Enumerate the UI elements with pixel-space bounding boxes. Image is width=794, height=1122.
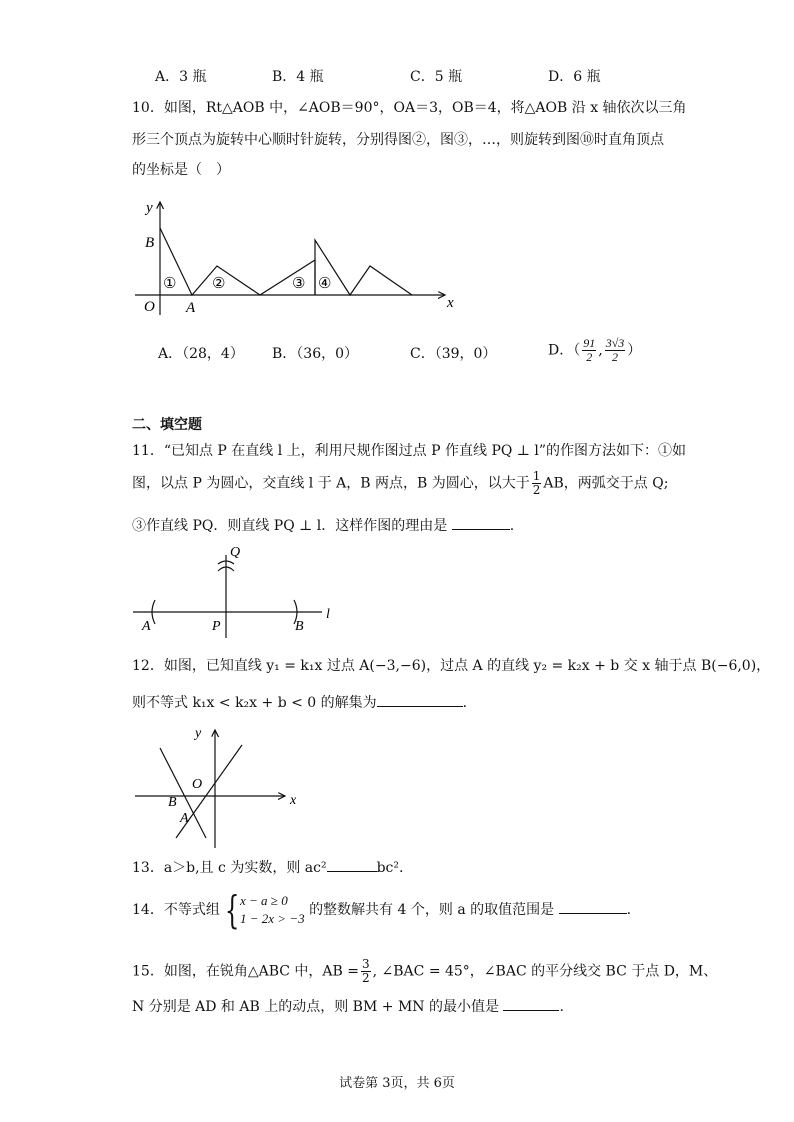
q13-answer-blank[interactable]: [327, 857, 377, 872]
q10-line-3: 的坐标是（ ）: [132, 162, 230, 178]
page-footer: 试卷第 3页，共 6页: [339, 1076, 455, 1091]
q15-answer-blank[interactable]: [503, 996, 559, 1011]
q11-line-1: 11．“已知点 P 在直线 l 上，利用尺规作图过点 P 作直线 PQ ⊥ l”的作图方法如下：①如: [132, 443, 687, 459]
q12-line-2: 则不等式 k₁x < k₂x + b < 0 的解集为 .: [132, 692, 467, 713]
q10-option-d: D．（ $\frac{91}{2}$ , $\frac{3√3}{2}$ ）: [548, 336, 642, 364]
point-a-label: A: [180, 811, 189, 826]
q10-option-a: A．（28，4）: [158, 346, 244, 362]
origin-label: O: [192, 777, 203, 792]
q12-answer-blank[interactable]: [377, 692, 463, 707]
q14-line: 14．不等式组 { x − a ≥ 0 1 − 2x > −3 的整数解共有 4 个，则 a 的取值范围是 .: [132, 888, 632, 932]
point-a-label: A: [186, 300, 196, 316]
q9-option-c: C．5 瓶: [410, 69, 463, 85]
q9-option-a: A．3 瓶: [155, 69, 207, 85]
section-title: 二、填空题: [132, 417, 202, 433]
y-label: y: [195, 726, 202, 741]
q10-line-1: 10．如图，Rt△AOB 中，∠AOB＝90°，OA＝3，OB＝4，将△AOB 沿 x 轴依次以三角: [132, 100, 687, 116]
q15-line-2: N 分别是 AD 和 AB 上的动点，则 BM + MN 的最小值是 .: [132, 996, 564, 1017]
q15-line-1: 15．如图，在锐角△ABC 中，AB = $\frac{3}{2}$ , ∠BAC = 45°，∠BAC 的平分线交 BC 于点 D，M、: [132, 957, 718, 985]
point-a-label: A: [142, 619, 151, 634]
q10-line-2: 形三个顶点为旋转中心顺时针旋转，分别得图②，图③，…，则旋转到图⑩时直角顶点: [132, 132, 664, 148]
point-q-label: Q: [230, 545, 241, 560]
point-b-label: B: [295, 619, 304, 634]
q10-rotation-figure: [130, 190, 470, 320]
inequality-system: x − a ≥ 0 1 − 2x > −3: [240, 893, 305, 926]
q13-line: 13．a＞b,且 c 为实数，则 ac² bc².: [132, 857, 403, 878]
q11-construction-figure: [130, 540, 340, 640]
point-b-label: B: [168, 795, 177, 810]
q11-answer-blank[interactable]: [452, 515, 510, 530]
q10-option-b: B．（36，0）: [272, 346, 359, 362]
q9-option-b: B．4 瓶: [272, 69, 324, 85]
point-b-label: B: [145, 235, 155, 251]
q12-line-1: 12．如图，已知直线 y₁ = k₁x 过点 A(−3,−6)，过点 A 的直线 y₂ = k₂x + b 交 x 轴于点 B(−6,0)，: [132, 658, 771, 674]
q14-answer-blank[interactable]: [559, 899, 627, 914]
figure-2-label: ②: [212, 276, 226, 292]
brace: {: [224, 888, 240, 932]
figure-3-label: ③: [292, 276, 306, 292]
q11-line-3: ③作直线 PQ．则直线 PQ ⊥ l．这样作图的理由是 .: [132, 515, 514, 536]
figure-4-label: ④: [318, 276, 332, 292]
line-l-label: l: [326, 607, 330, 622]
origin-label: O: [144, 299, 155, 315]
point-p-label: P: [212, 619, 221, 634]
q10-option-c: C．（39，0）: [410, 346, 497, 362]
x-label: x: [447, 295, 454, 311]
x-label: x: [290, 793, 297, 808]
figure-1-label: ①: [163, 276, 177, 292]
q11-line-2: 图，以点 P 为圆心，交直线 l 于 A，B 两点，B 为圆心，以大于 $\frac{1}{2}$ AB，两弧交于点 Q;: [132, 469, 669, 497]
q12-lines-figure: [130, 720, 310, 850]
triangles-path: [160, 228, 412, 295]
q9-option-d: D．6 瓶: [548, 69, 601, 85]
y-label: y: [146, 200, 153, 216]
